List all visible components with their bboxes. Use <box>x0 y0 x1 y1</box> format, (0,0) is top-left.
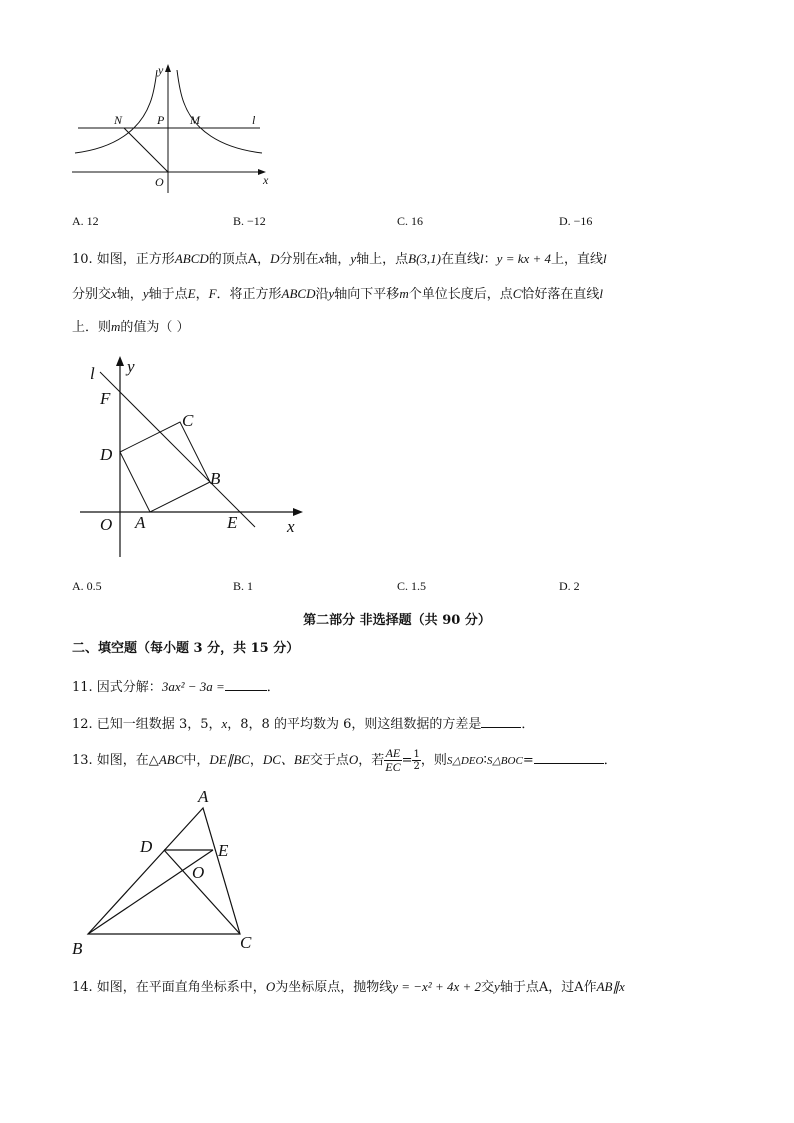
q11-answer-blank[interactable] <box>225 677 267 691</box>
q14: 14. 如图，在平面直角坐标系中，O为坐标原点，抛物线y = −x² + 4x + 2交y轴于点A，过A作AB∥x <box>72 979 625 995</box>
q10-option-d: D. 2 <box>559 579 580 593</box>
fig10-label-F: F <box>100 389 111 408</box>
q10-line-3: 上．则m的值为（ ） <box>72 319 190 335</box>
fig9-label-x: x <box>263 173 269 187</box>
q9-option-b: B. −12 <box>233 214 266 228</box>
q9-option-a: A. 12 <box>72 214 99 228</box>
q13-fraction-ae-ec: $\frac{AE}{EC}$ <box>385 746 401 774</box>
fig13-label-C: C <box>240 933 252 952</box>
fig10-label-B: B <box>210 469 221 488</box>
q13: 13. 如图，在△ABC中，DE∥BC，DC、BE交于点O，若 $\frac{AE}{EC}$ = $\frac{1}{2}$ ，则S△DEO∶S△BOC= ． <box>72 746 617 774</box>
q9-option-c: C. 16 <box>397 214 424 228</box>
fig9-label-N: N <box>114 113 123 127</box>
fig10-label-E: E <box>227 513 238 532</box>
q13-fraction-half: $\frac{1}{2}$ <box>413 749 420 772</box>
fig10-label-O: O <box>100 515 113 534</box>
q10-option-a: A. 0.5 <box>72 579 102 593</box>
fig10-label-C: C <box>182 411 194 430</box>
part2-title: 第二部分 非选择题（共 90 分） <box>303 613 491 628</box>
q10-line-1: 10. 如图，正方形ABCD的顶点A，D分别在x轴，y轴上，点B(3,1)在直线l：y = kx + 4上，直线l <box>72 251 607 267</box>
q13-answer-blank[interactable] <box>534 750 604 764</box>
q12-answer-blank[interactable] <box>481 714 521 728</box>
fig13-label-O: O <box>192 863 205 882</box>
fig13-label-B: B <box>72 939 83 958</box>
q10-option-c: C. 1.5 <box>397 579 427 593</box>
fig10-label-y: y <box>127 357 135 376</box>
fig13-label-E: E <box>218 841 229 860</box>
figure-q10 <box>75 352 310 567</box>
q10-option-b: B. 1 <box>233 579 254 593</box>
fig13-label-A: A <box>198 787 209 806</box>
fig13-label-D: D <box>140 837 153 856</box>
section2-title: 二、填空题（每小题 3 分，共 15 分） <box>72 641 300 656</box>
fig10-label-A: A <box>135 513 146 532</box>
fig9-label-l: l <box>252 113 256 127</box>
q12: 12. 已知一组数据 3，5，x，8，8 的平均数为 6，则这组数据的方差是 ． <box>72 716 535 732</box>
fig10-label-l: l <box>90 364 95 383</box>
q9-option-d: D. −16 <box>559 214 593 228</box>
fig9-label-O: O <box>155 175 164 189</box>
fig10-label-D: D <box>100 445 113 464</box>
figure-q9 <box>70 58 280 198</box>
figure-q13 <box>68 784 268 959</box>
q11: 11. 因式分解：3ax² − 3a = ． <box>72 679 280 695</box>
fig9-label-y: y <box>158 63 164 77</box>
q10-line-2: 分别交x轴，y轴于点E，F．将正方形ABCD沿y轴向下平移m个单位长度后，点C恰好落在直线l <box>72 286 604 302</box>
fig10-label-x: x <box>287 517 295 536</box>
fig9-label-M: M <box>190 113 200 127</box>
fig9-label-P: P <box>157 113 165 127</box>
